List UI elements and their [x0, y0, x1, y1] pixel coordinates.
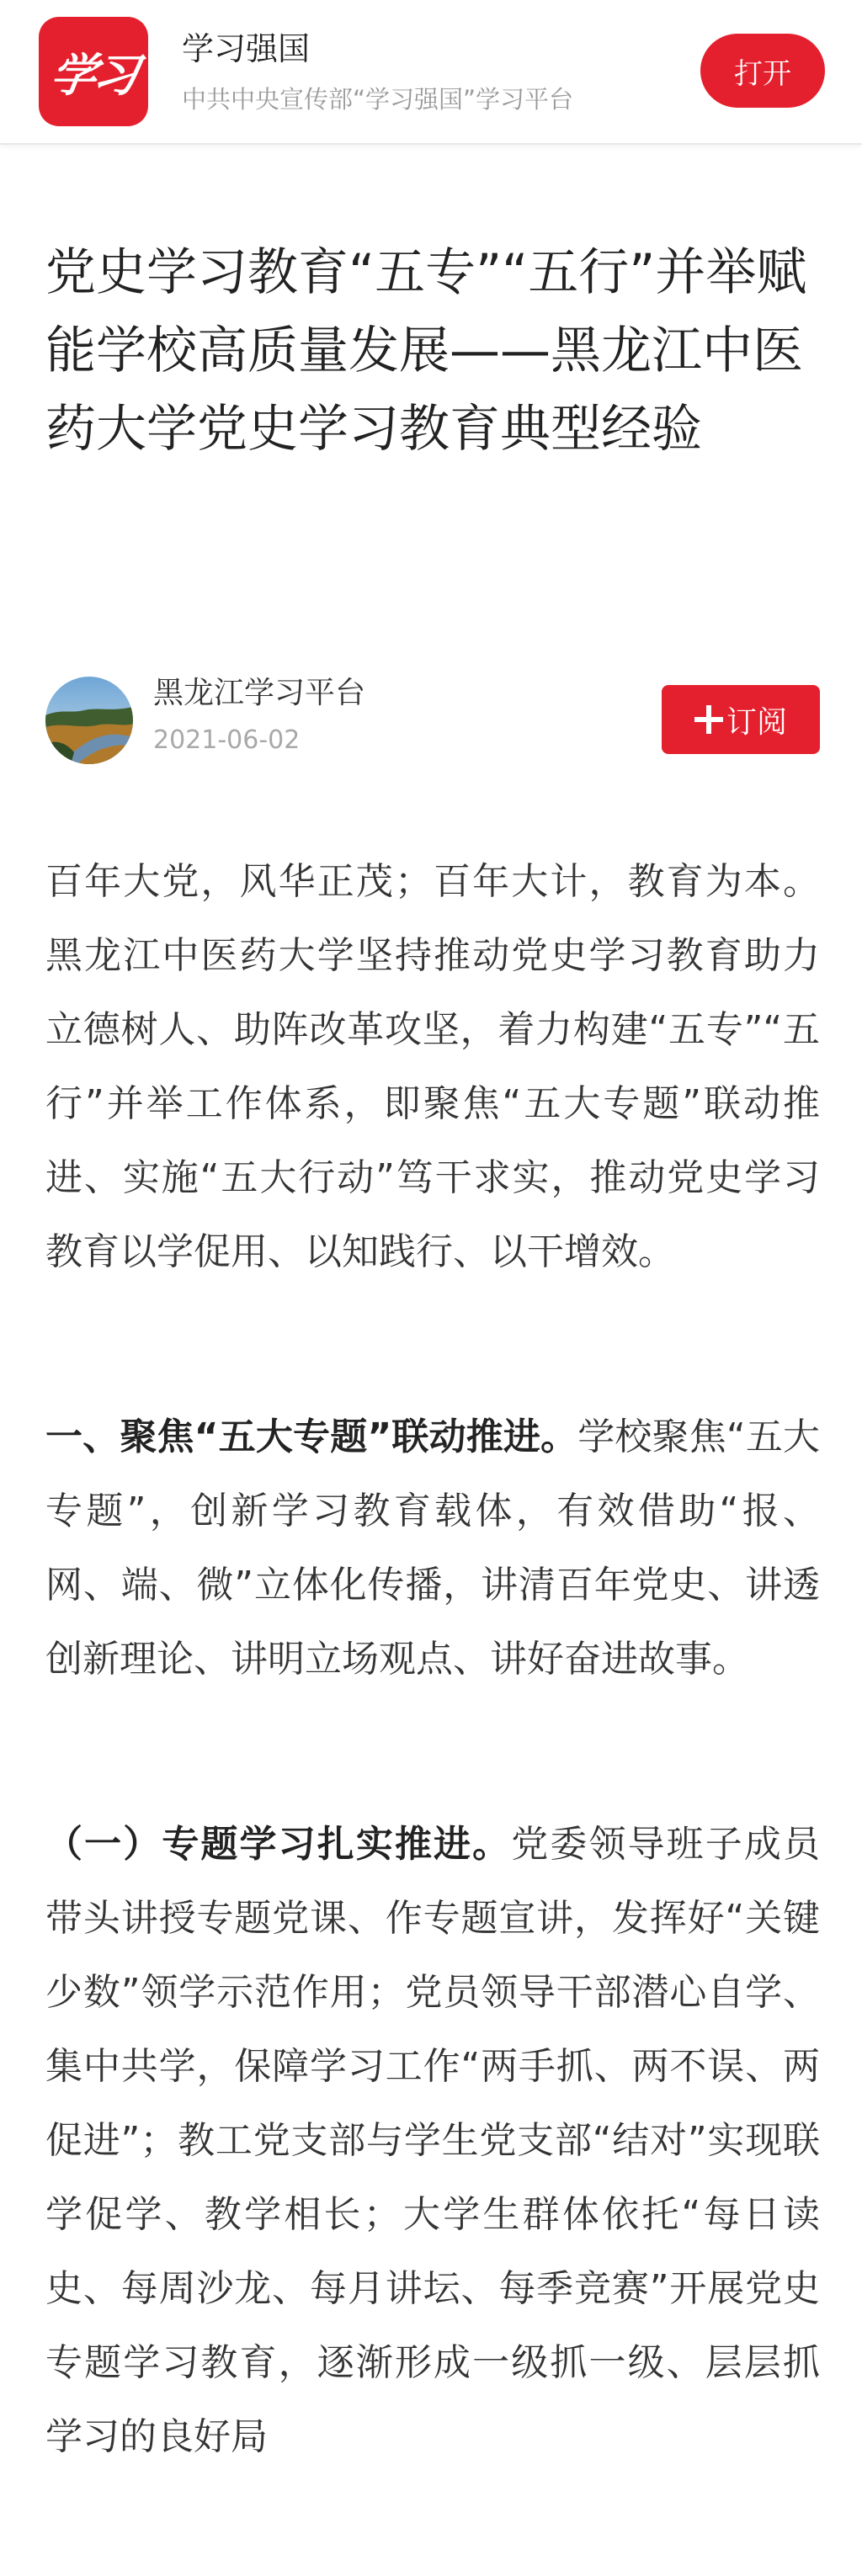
app-name: 学习强国: [182, 30, 311, 67]
article-paragraph: [45, 845, 820, 1289]
xuexi-app-logo-icon[interactable]: [39, 17, 148, 126]
landscape-avatar-icon[interactable]: [45, 677, 133, 764]
article-paragraph: [45, 1808, 820, 2474]
app-description: 中共中央宣传部“学习强国”学习平台: [182, 85, 574, 114]
open-app-button[interactable]: 打开: [700, 34, 825, 108]
author-name[interactable]: 黑龙江学习平台: [153, 676, 366, 710]
paragraph-text: 百年大党，风华正茂；百年大计，教育为本。黑龙江中医药大学坚持推动党史学习教育助力立德树人、助阵改革攻坚，着力构建“五专”“五行”并举工作体系，即聚焦“五大专题”联动推进、实施“五大行动”笃干求实，推动党史学习教育以学促用、以知践行、以干增效。: [45, 860, 820, 1273]
app-download-banner: [0, 0, 862, 145]
plus-icon: [694, 705, 723, 734]
subscribe-label: 订阅: [726, 704, 787, 740]
publish-date: 2021-06-02: [153, 725, 301, 755]
paragraph-text: 党委领导班子成员带头讲授专题党课、作专题宣讲，发挥好“关键少数”领学示范作用；党员领导干部潜心自学、集中共学，保障学习工作“两手抓、两不误、两促进”；教工党支部与学生党支部“结对”实现联学促学、教学相长；大学生群体依托“每日读史、每周沙龙、每月讲坛、每季竞赛”开展党史专题学习教育，逐渐形成一级抓一级、层层抓学习的良好局: [45, 1823, 821, 2458]
section-heading: 一、聚焦“五大专题”联动推进。: [45, 1415, 578, 1458]
paragraph-text: 学校聚焦“五大专题”，创新学习教育载体，有效借助“报、网、端、微”立体化传播，讲清百年党史、讲透创新理论、讲明立场观点、讲好奋进故事。: [45, 1415, 820, 1681]
subscribe-button[interactable]: [662, 685, 820, 754]
article-paragraph: [45, 1400, 820, 1697]
article-title: 党史学习教育“五专”“五行”并举赋能学校高质量发展——黑龙江中医药大学党史学习教育典型经验: [45, 243, 807, 459]
subsection-heading: （一）专题学习扎实推进。: [45, 1823, 512, 1866]
app-logo-text: 学习: [47, 47, 140, 102]
